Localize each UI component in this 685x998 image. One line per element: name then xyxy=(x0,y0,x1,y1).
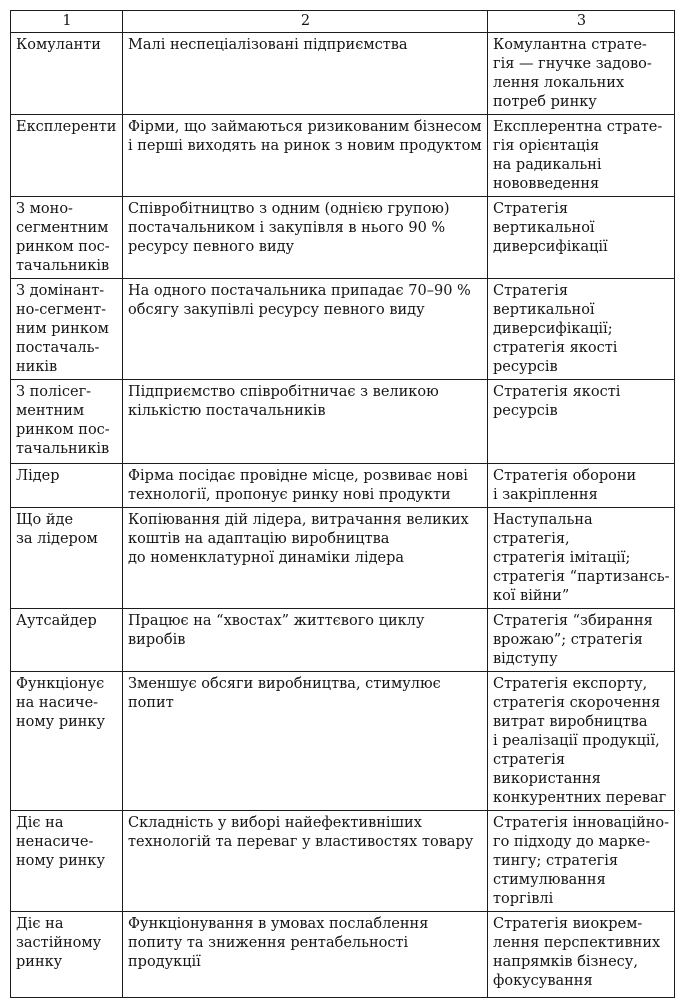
strategy-cell: Експлерентна страте- гія орієнтація на радикальні нововведення xyxy=(488,115,675,197)
column-number-2: 2 xyxy=(123,11,488,33)
enterprise-type-cell: З домінант- но-сегмент- ним ринком постачаль- ників xyxy=(11,279,123,380)
table-row xyxy=(11,672,675,811)
enterprise-type-cell: Функціонує на насиче- ному ринку xyxy=(11,672,123,811)
description-cell: Підприємство співробітничає з великою кількістю постачальників xyxy=(123,380,488,464)
strategy-cell: Стратегія вертикальної диверсифікації; стратегія якості ресурсів xyxy=(488,279,675,380)
description-cell: Складність у виборі найефективніших технологій та переваг у властивостях товару xyxy=(123,811,488,912)
strategy-cell: Стратегія “збирання врожаю”; стратегія відступу xyxy=(488,609,675,672)
enterprise-type-cell: Діє на застійному ринку xyxy=(11,912,123,998)
table-row xyxy=(11,115,675,197)
description-cell: Співробітництво з одним (однією групою) постачальником і закупівля в нього 90 % ресурсу певного виду xyxy=(123,197,488,279)
enterprise-type-cell: Комуланти xyxy=(11,33,123,115)
strategy-cell: Стратегія виокрем- лення перспективних напрямків бізнесу, фокусування xyxy=(488,912,675,998)
strategy-table xyxy=(10,10,675,998)
strategy-cell: Стратегія експорту, стратегія скорочення витрат виробництва і реалізації продукції, стратегія використання конкурентних переваг xyxy=(488,672,675,811)
enterprise-type-cell: Аутсайдер xyxy=(11,609,123,672)
table-row xyxy=(11,33,675,115)
description-cell: Копіювання дій лідера, витрачання великих коштів на адаптацію виробництва до номенклатурної динаміки лідера xyxy=(123,508,488,609)
table-row xyxy=(11,609,675,672)
strategy-cell: Стратегія оборони і закріплення xyxy=(488,464,675,508)
header-row xyxy=(11,11,675,33)
enterprise-type-cell: Що йде за лідером xyxy=(11,508,123,609)
enterprise-type-cell: З полісег- ментним ринком пос- тачальників xyxy=(11,380,123,464)
column-number-3: 3 xyxy=(488,11,675,33)
description-cell: Функціонування в умовах послаблення попиту та зниження рентабельності продукції xyxy=(123,912,488,998)
enterprise-type-cell: З моно- сегментним ринком пос- тачальників xyxy=(11,197,123,279)
enterprise-type-cell: Експлеренти xyxy=(11,115,123,197)
table-row xyxy=(11,912,675,998)
strategy-cell: Наступальна стратегія, стратегія імітації; стратегія “партизансь- кої війни” xyxy=(488,508,675,609)
strategy-cell: Стратегія інноваційно- го підходу до марке- тингу; стратегія стимулювання торгівлі xyxy=(488,811,675,912)
table-row xyxy=(11,279,675,380)
table-row xyxy=(11,464,675,508)
table-row xyxy=(11,197,675,279)
strategy-cell: Стратегія якості ресурсів xyxy=(488,380,675,464)
strategy-cell: Стратегія вертикальної диверсифікації xyxy=(488,197,675,279)
description-cell: Зменшує обсяги виробництва, стимулює попит xyxy=(123,672,488,811)
table-row xyxy=(11,380,675,464)
description-cell: На одного постачальника припадає 70–90 % обсягу закупівлі ресурсу певного виду xyxy=(123,279,488,380)
enterprise-type-cell: Діє на ненасиче- ному ринку xyxy=(11,811,123,912)
column-number-1: 1 xyxy=(11,11,123,33)
enterprise-type-cell: Лідер xyxy=(11,464,123,508)
description-cell: Малі неспеціалізовані підприємства xyxy=(123,33,488,115)
description-cell: Працює на “хвостах” життєвого циклу виробів xyxy=(123,609,488,672)
description-cell: Фірми, що займаються ризикованим бізнесом і перші виходять на ринок з новим продуктом xyxy=(123,115,488,197)
description-cell: Фірма посідає провідне місце, розвиває нові технології, пропонує ринку нові продукти xyxy=(123,464,488,508)
strategy-cell: Комулантна страте- гія — гнучке задово- лення локальних потреб ринку xyxy=(488,33,675,115)
table-row xyxy=(11,508,675,609)
table-row xyxy=(11,811,675,912)
